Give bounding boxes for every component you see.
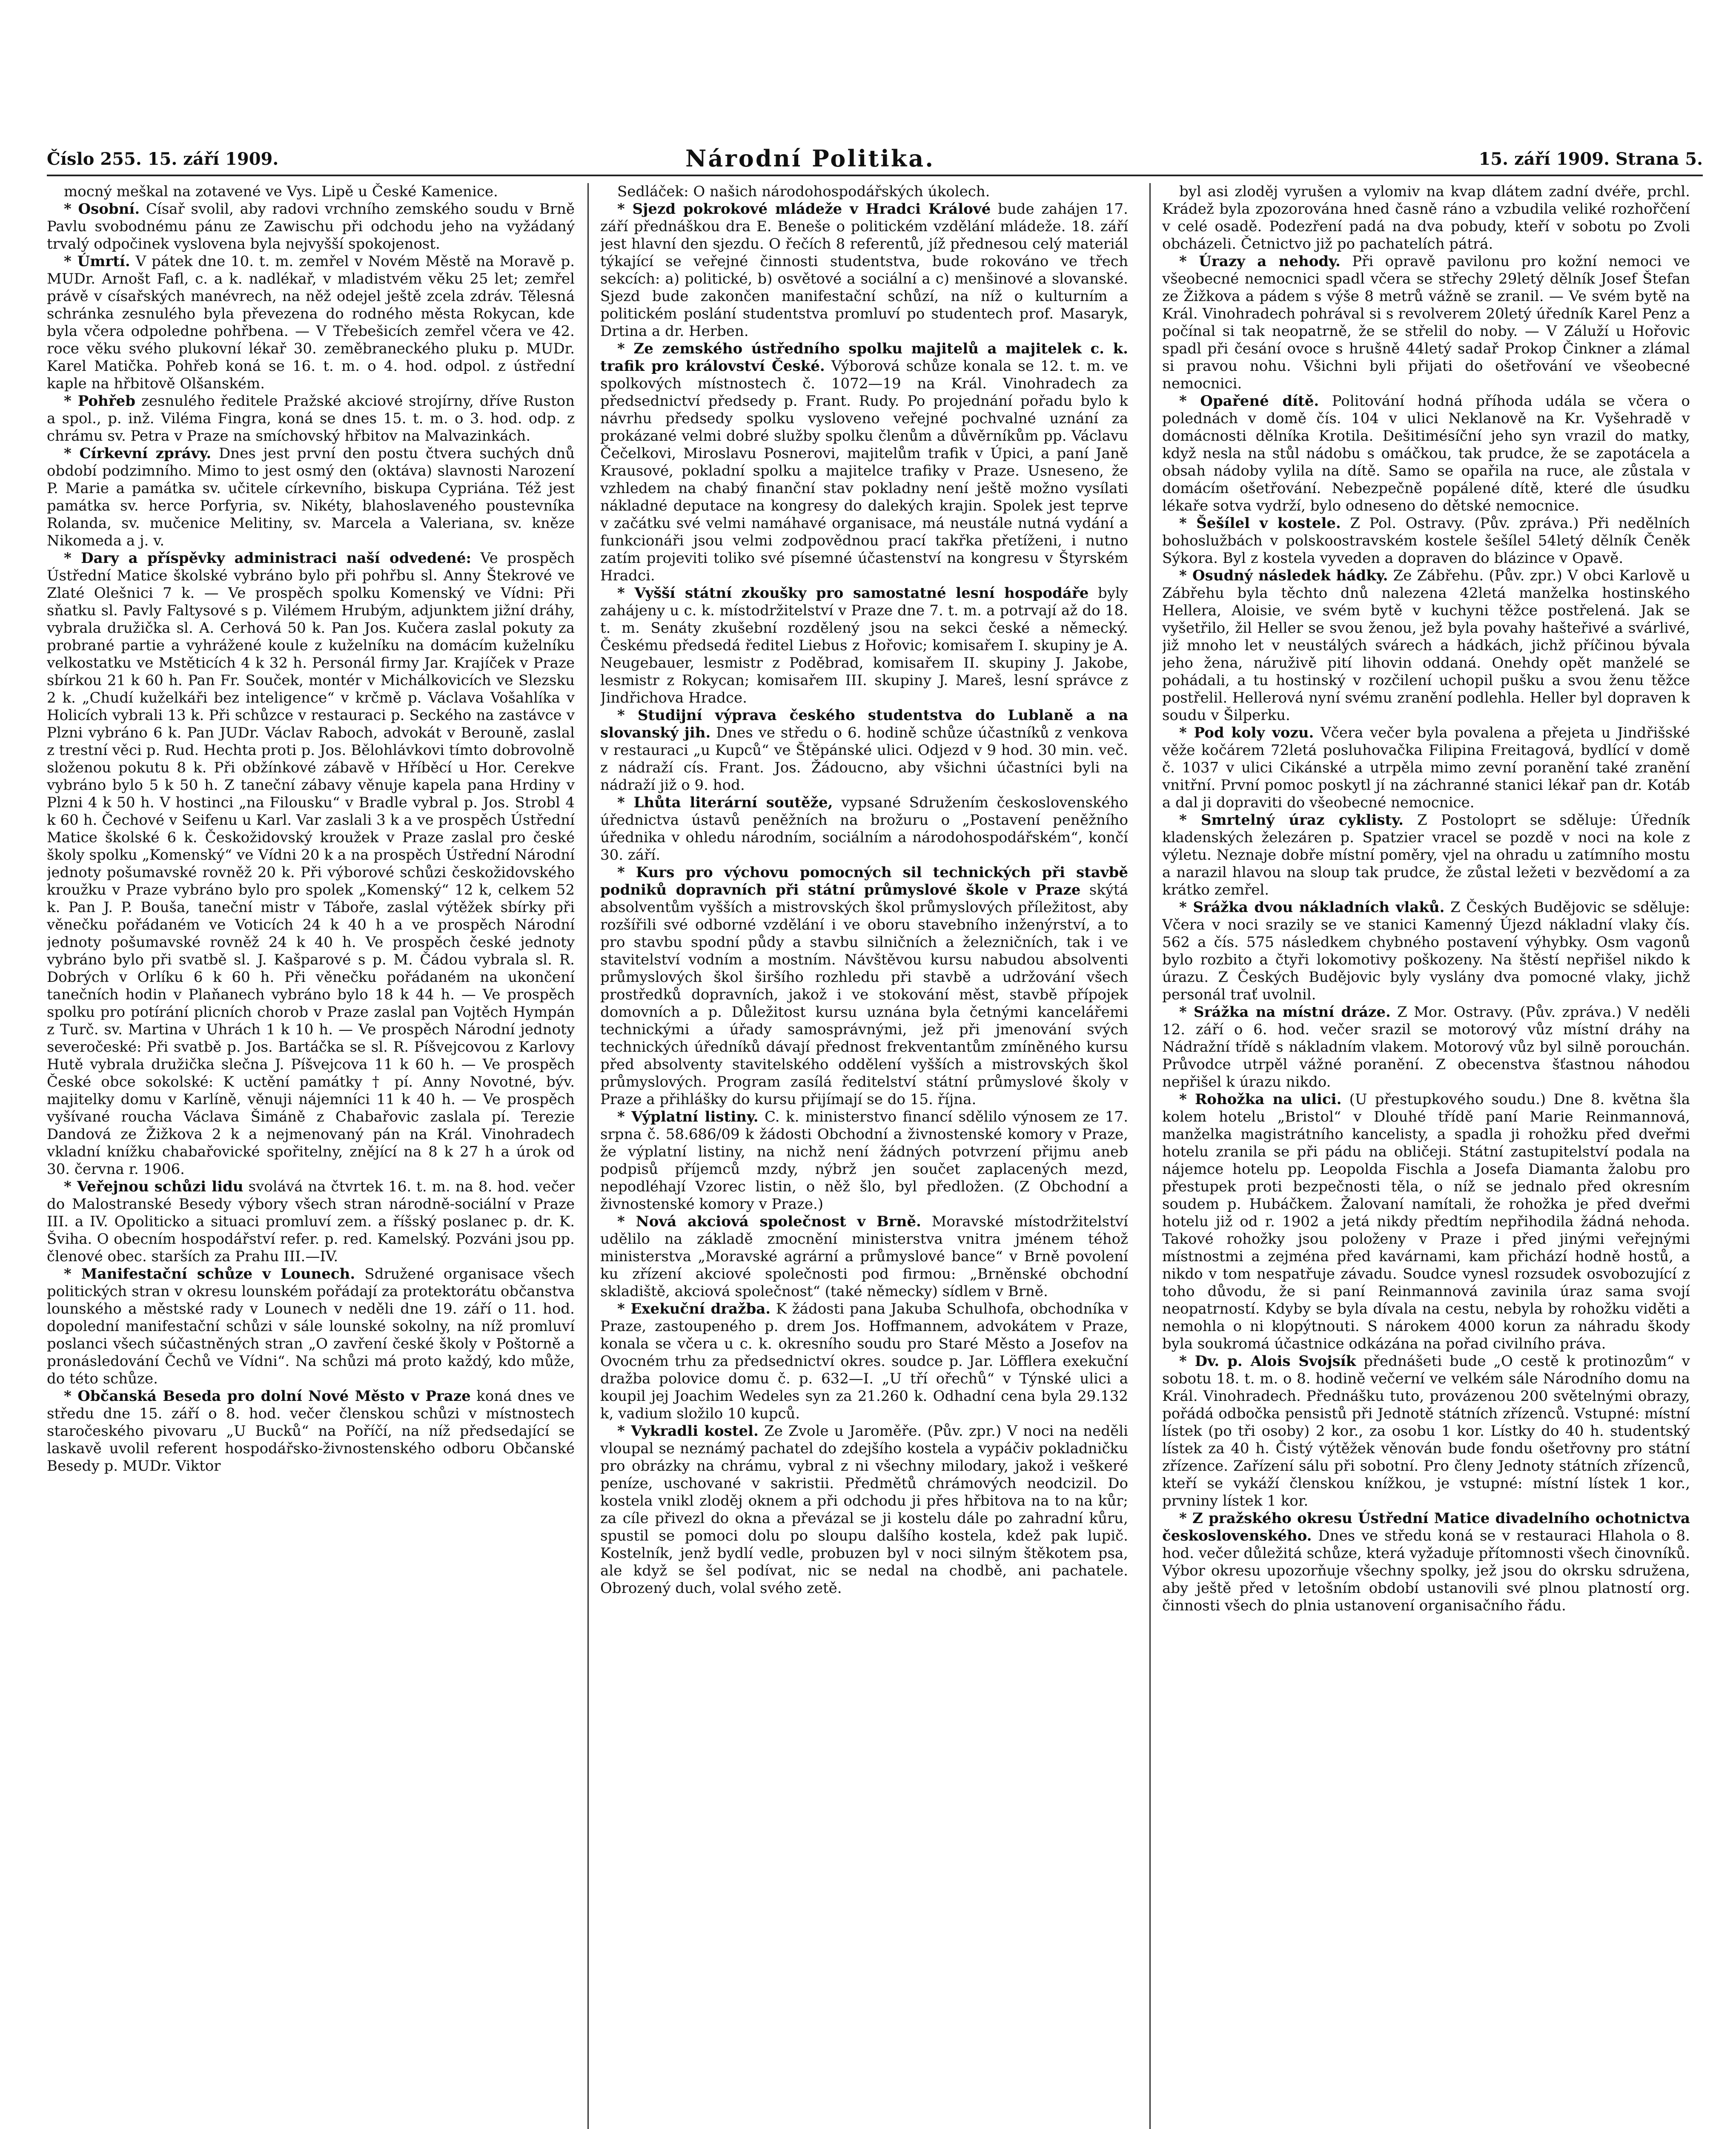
article [600,183,1128,201]
article-paragraph [600,794,1128,864]
article-paragraph [47,445,575,550]
article-paragraph [600,183,1128,201]
article-paragraph [600,1423,1128,1597]
article [1162,1510,1690,1615]
article-text: vypsané Sdružením československého úřednictva ústavů peněžních na brožuru o „Postavení peněžního úřednika v ohledu národním, sociálním a národohospodářském“, končí 30. září. [600,794,1128,864]
column-divider [1149,183,1151,2129]
article-paragraph [1162,1004,1690,1091]
article-text: Sedláček: O našich národohospodářských úkolech. [617,183,990,200]
article-paragraph [1162,183,1690,253]
article [1162,183,1690,253]
article-paragraph [47,253,575,393]
article [47,1265,575,1388]
article-paragraph [1162,253,1690,393]
article-heading: * Lhůta literární soutěže, [617,794,833,811]
article [600,1423,1128,1597]
article-heading: * Šešílel v kostele. [1179,515,1341,532]
article-text: svolává na čtvrtek 16. t. m. na 8. hod. večer do Malostranské Besedy výbory všech stran národně-sociální v Praze III. a IV. Opoliticko a situaci promluví zem. a říšský poslanec p. dr. K. Šviha. O obecním hospodářství refer. p. red. Kamelský. Pozváni jsou pp. členové obec. starších za Prahu III.—IV. [47,1178,575,1265]
article [1162,1353,1690,1510]
article-heading: * Dary a příspěvky administraci naší odvedené: [64,550,472,567]
article-heading: * Úrazy a nehody. [1179,253,1341,270]
article-paragraph [1162,393,1690,515]
article-text: K žádosti pana Jakuba Schulhofa, obchodníka v Praze, zastoupeného p. drem Jos. Hoffmannem, advokátem v Praze, konala se včera u c. k. okresního soudu pro Staré Město a Josefov na Ovocném trhu za předsednictví okres. soudce p. Jar. Löfflera exekuční dražba polovice domu č. p. 632—I. „U tří ořechů“ v Týnské ulici a koupil jej Joachim Wedeles syn za 21.260 k. Odhadní cena byla 29.132 k, vadium složilo 10 kupců. [600,1300,1128,1422]
article-heading: * Smrtelný úraz cyklisty. [1179,812,1404,829]
article [1162,515,1690,567]
article [47,393,575,445]
newspaper-page [47,128,1703,2129]
article-text: (U přestupkového soudu.) Dne 8. května šla kolem hotelu „Bristol“ v Dlouhé třídě paní Marie Reinmannová, manželka magistrátního kancelisty, a spadla ji rohožku před dveřmi hotelu zranila se při pádu na obličeji. Státní zastupitelství podala na nájemce hotelu pp. Leopolda Fischla a Josefa Diamanta žalobu pro přestupek proti bezpečnosti těla, o níž se jednalo před okresním soudem p. Hubáčkem. Žalovaní namítali, že rohožka je před dveřmi hotelu již od r. 1902 a jetá nikdy předtím nepřihodila žádná nehoda. Takové rohožky jsou položeny v Praze i před jinými veřejnými místnostmi a zejména před kavárnami, kam přichází hodně hostů, a nikdo v tom nespatřuje závadu. Soudce vynesl rozsudek osvobozující z toho důvodu, že si paní Reinmannová zavinila úraz sama svojí neopatrností. Kdyby se byla dívala na cestu, nebyla by rohožku viděti a nemohla o ni klopýtnouti. S nárokem 4000 korun za náhradu škody byla soukromá účastnice odkázána na pořad civilního práva. [1162,1091,1690,1352]
article-text: Z Pol. Ostravy. (Pův. zpráva.) Při nedělních bohoslužbách v polskoostravském kostele šešílel 54letý dělník Čeněk Sýkora. Byl z kostela vyveden a dopraven do blázince v Opavě. [1162,515,1690,567]
article-text: Ze Zvole u Jaroměře. (Pův. zpr.) V noci na neděli vloupal se neznámý pachatel do zdejšího kostela a vypáčiv pokladničku pro obrázky na chrámu, vybral z ni všechny milodary, jakož i veškeré peníze, uschované v sakristii. Předmětů chrámových neodcizil. Do kostela vnikl zloděj oknem a při odchodu ji přes hřbitova na to na kůr; za cíle přivezl do okna a převázal se ji kostelu dále po zahradní kůru, spustil se pomoci dolu po sloupu dalšího kostela, kdež pak lupič. Kostelník, jenž bydlí vedle, probuzen byl v noci silným štěkotem psa, ale když se šel podívat, nic se nedal na chodbě, ani pachatele. Obrozený duch, volal svého zetě. [600,1423,1128,1597]
article-paragraph [1162,899,1690,1004]
article [1162,393,1690,515]
article-paragraph [1162,812,1690,899]
column-3 [1162,183,1690,2129]
article-text: Včera večer byla povalena a přejeta u Jindřišské věže kočárem 72letá posluhovačka Filipina Freitagová, bydlící v domě č. 1037 v ulici Cikánské a utrpěla mimo zevní poranění také zranění vnitřní. První pomoc poskytl jí na záchranné stanici lékař pan dr. Kotáb a dal ji dopraviti do všeobecné nemocnice. [1162,724,1690,811]
article-paragraph [600,1300,1128,1423]
article-paragraph [47,1388,575,1475]
article-text: mocný meškal na zotavené ve Vys. Lipě u České Kamenice. [64,183,498,200]
article-text: byl asi zloděj vyrušen a vylomiv na kvap dlátem zadní dvéře, prchl. Krádež byla zpozorována hned časně ráno a vzbudila veliké rozhořčení v celé osadě. Podezření padá na dva pobudy, kteří v sobotu po Zvoli obcházeli. Četnictvo již po pachatelích pátrá. [1162,183,1690,252]
article-paragraph [47,201,575,253]
article-heading: * Manifestační schůze v Lounech. [64,1265,355,1283]
article-heading: * Občanská Beseda pro dolní Nové Město v Praze [64,1388,471,1405]
article-heading: * Veřejnou schůzi lidu [64,1178,243,1195]
article-heading: * Kurs pro výchovu pomocných sil technických při stavbě podniků dopravních při státní průmyslové škole v Praze [600,864,1128,898]
article [47,201,575,253]
article [600,585,1128,707]
article-text: V pátek dne 10. t. m. zemřel v Novém Městě na Moravě p. MUDr. Arnošt Fafl, c. a k. nadlékař, v mladistvém věku 25 let; zemřel právě v císařských manévrech, na něž odejel ještě zcela zdráv. Tělesná schránka zesnulého byla převezena do rodného města Rokycan, kde byla včera odpoledne pohřbena. — V Třebešicích zemřel včera ve 42. roce věku svého plukovní lékař 30. zeměbraneckého pluku p. MUDr. Karel Matička. Pohřeb koná se 16. t. m. o 4. hod. odpol. z ústřední kaple na hřbitově Olšanském. [47,253,575,392]
column-divider [587,183,589,2129]
article-text: Sdružené organisace všech politických stran v okresu lounském pořádají za protektorátu občanstva lounského a městské rady v Lounech v neděli dne 19. září o 11. hod. dopolední manifestační schůzi v sále lounské sokolny, na níž promluví poslanci všech súčastněných stran „O zavření české školy v Poštorně a pronásledování Čechů ve Vídni“. Na schůzi má proto každý, kdo může, do této schůze. [47,1265,575,1387]
article-heading: * Rohožka na ulici. [1179,1091,1342,1108]
article [47,183,575,201]
article [47,550,575,1178]
article-paragraph [600,1213,1128,1300]
article-text: Výborová schůze konala se 12. t. m. ve spolkových místnostech č. 1072—19 na Král. Vinohradech za předsednictví předsedy p. Frant. Rudy. Po projednání pořadu bylo k návrhu předsedy spolku vysloveno veřejné pochvalné uznání za prokázané velmi dobré služby spolku členům a důvěrníkům pp. Václavu Čečelkovi, Miroslavu Posnerovi, majitelům trafik v Úpici, a paní Janě Krausové, pokladní spolku a majitelce trafiky v Praze. Usneseno, že vzhledem na chabý finanční stav pokladny není ještě možno vysílati nákladné deputace na kongresy do dalekých krajin. Spolek jest teprve v začátku své velmi namáhavé organisace, má neustále nutná vydání a funkcionáři jsou velmi zodpovědnou prací takřka přetíženi, i nutno zatím projeviti toliko své písemné účastenství na kongresu v Štyrském Hradci. [600,358,1128,584]
article-text: Při opravě pavilonu pro kožní nemoci ve všeobecné nemocnici spadl včera se střechy 29letý dělník Josef Štefan ze Žižkova a pádem s výše 8 metrů vážně se zranil. — Ve svém bytě na Král. Vinohradech pohrával si s revolverem 20letý úředník Karel Penz a počínal si tak neopatrně, že se střelil do noby. — V Záluží u Hořovic spadl při česání ovoce s hrušně 44letý sadař Prokop Činkner a zlámal si pravou nohu. Všichni byli přijati do ošetřování ve všeobecné nemocnici. [1162,253,1690,392]
article-paragraph [47,183,575,201]
article-heading: * Dv. p. Alois Svojsík [1179,1353,1356,1370]
issue-date: Číslo 255. 15. září 1909. [47,149,279,169]
page-header [47,141,1703,175]
article-paragraph [600,707,1128,794]
article-paragraph [600,201,1128,340]
article-heading: * Nová akciová společnost v Brně. [617,1213,921,1230]
article [600,1108,1128,1213]
article-text: Dnes ve středu koná se v restauraci Hlahola o 8. hod. večer důležitá schůze, která vyžaduje přítomnosti všech činovníků. Výbor okresu upozorňuje všechny spolky, jež jsou do okrsku sdružena, aby ještě před v letošním období ustanovili své plnou platností org. činnosti všech do plnia ustanovení organisačního řádu. [1162,1527,1690,1614]
article-text: Ve prospěch Ústřední Matice školské vybráno bylo při pohřbu sl. Anny Štekrové ve Zlaté Olešnici 7 k. — Ve prospěch spolku Komenský ve Vídni: Při sňatku sl. Pavly Faltysové s p. Vilémem Hrubým, adjunktem jižní dráhy, vybrala družička sl. A. Cerhová 50 k. Pan Jos. Kučera zaslal pokuty za probrané partie a vyhrážené koule z kuželníku na domácím kuželníku velkostatku ve Mstěticích 4 k 32 h. Personál firmy Jar. Krajíček v Praze sbírkou 21 k 60 h. Pan Fr. Souček, montér v Michálkovicích ve Slezsku 2 k. „Chudí kuželkáři bez inteligence“ v krčmě p. Václava Vošahlíka v Holicích vybrali 13 k. Při schůzce v restauraci p. Seckého na zastávce v Plzni vybráno 6 k. Pan JUDr. Václav Raboch, advokát v Berouně, zaslal z trestní věci p. Rud. Hechta proti p. Jos. Bělohlávkovi tímto dobrovolně složenou pokutu 8 k. Při obžínkové zábavě v Hříběcí u Hor. Cerekve vybráno bylo 5 k 50 h. Z taneční zábavy věnuje kapela pana Hrdiny v Plzni 4 k 50 h. V hostinci „na Filousku“ v Bradle vybral p. Jos. Strobl 4 k 60 h. Čechové v Seifenu u Karl. Var zaslali 3 k a ve prospěch Ústřední Matice školské 6 k. Českožidovský kroužek v Praze zaslal pro české školy spolku „Komenský“ ve Vídni 20 k a na prospěch Ústřední Národní jednoty pošumavské rovněž 20 k. Při výborové schůzi českožidovského kroužku v Praze vybráno bylo pro spolek „Komenský“ 12 k, celkem 52 k. Pan J. P. Bouša, taneční mistr v Táboře, zaslal výtěžek sbírky při věnečku pořádaném ve Voticích 24 k 40 h a ve prospěch Národní jednoty pošumavské rovněž 24 k 40 h. Ve prospěch české jednoty vybráno bylo při svatbě sl. J. Kašparové s p. M. Čádou vybrala sl. R. Dobrých v Orlíku 6 k 60 h. Při věnečku pořádaném na ukončení tanečních hodin v Plaňanech vybráno bylo 18 k 44 h. — Ve prospěch spolku pro potírání plicních chorob v Praze zaslal pan Vojtěch Hympán z Turč. sv. Martina v Uhrách 1 k 10 h. — Ve prospěch Národní jednoty severočeské: Při svatbě p. Jos. Bartáčka se sl. R. Píšvejcovou z Karlovy Hutě vybrala družička slečna J. Píšvejcova 11 k 60 h. — Ve prospěch České obce sokolské: K uctění památky † pí. Anny Novotné, býv. majitelky domu v Karlíně, věnuji nájemníci 11 k 40 h. — Ve prospěch vyšívané roucha Václava Šimáně z Chabařovic zaslala pí. Terezie Dandová ze Žižkova 2 k a nejmenovaný pán na Král. Vinohradech vkladní knížku chabařovické spořitelny, znějící na 8 k 27 h a úrok od 30. června r. 1906. [47,550,575,1178]
article [1162,1091,1690,1353]
article-paragraph [1162,1510,1690,1615]
article-paragraph [1162,724,1690,812]
article-heading: * Studijní výprava českého studentstva do Lublaně a na slovanský jih. [600,707,1128,741]
article [1162,567,1690,724]
article-text: bude zahájen 17. září přednáškou dra E. Beneše o politickém vzdělání mládeže. 18. září jest hlavní den sjezdu. O řečích 8 referentů, jíž přednesou celý materiál týkající se veřejné činnosti studentstva, bude rokováno ve třech sekcích: a) politické, b) osvětové a sociální a c) menšinové a slovanské. Sjezd bude zakončen manifestační schůzí, na níž o kulturním a politickém poslání studentstva promluví po studentech prof. Masaryk, Drtina a dr. Herben. [600,201,1128,340]
article-text: Z Mor. Ostravy. (Pův. zpráva.) V neděli 12. září o 6. hod. večer srazil se motorový vůz místní dráhy na Nádražní třídě s nákladním vlakem. Motorový vůz byl silně porouchán. Průvodce utrpěl vážné poranění. Z obecenstva šťastnou náhodou nepřišel k úrazu nikdo. [1162,1004,1690,1090]
page-info: 15. září 1909. Strana 5. [1478,149,1703,169]
article-text: skýtá absolventům vyšších a mistrovských škol průmyslových příležitost, aby rozšířili své odborné vzdělání i ve oboru stavebního inženýrství, a to pro stavbu spodní půdy a stavbu silničních a železničních, tak i ve stavitelství vodním a mostním. Návštěvou kursu nabudou absolventi průmyslových škol širšího rozhledu při stavbě a udržování všech prostředků dopravních, jakož i ve stokování měst, stavbě přípojek domovních a p. Důležitost kursu uznána byla četnými kancelářemi technickými a úřady samosprávnými, jež při jmenování svých technických úředníků dávají přednost frekventantům zmíněného kursu před absolventy stavitelského oddělení vyšších a mistrovských škol průmyslových. Program zasílá ředitelství státní průmyslové školy v Praze a přihlášky do kursu přijímají se do 15. října. [600,881,1128,1108]
article-heading: * Osudný následek hádky. [1179,567,1388,584]
article-text: koná dnes ve středu dne 15. září o 8. hod. večer členskou schůzi v místnostech staročeského pivovaru „U Bucků“ na Poříčí, na níž předsedající se laskavě uvolil referent hospodářsko-živnostenského odboru Občanské Besedy p. MUDr. Viktor [47,1388,575,1475]
article-paragraph [1162,1353,1690,1510]
article [1162,724,1690,812]
article-text: Ze Zábřehu. (Pův. zpr.) V obci Karlově u Zábřehu byla těchto dnů nalezena 42letá manželka hostinského Hellera, Aloisie, ve svém bytě v kuchyni těžce postřelená. Jak se vyšetřilo, žil Heller se svou ženou, jež byla povahy hašteřivé a svárlivé, již mnoho let v neustálých svárech a hádkách, jichž příčinou bývala jeho žena, náruživě pití lihovin oddaná. Onehdy opět manželé se pohádali, a tu hostinský v rozčilení uchopil pušku a svou ženu těžce postřelil. Hellerová nyní svému zranění podlehla. Heller byl dopraven k soudu v Šilperku. [1162,567,1690,724]
article [600,1300,1128,1423]
article-text: Politování hodná příhoda udála se včera o polednách v domě čís. 104 v ulici Neklanově na Kr. Vyšehradě v domácnosti dělníka Krotila. Dešitimésíční jeho syn vrazil do matky, když nesla na stůl nádobu s omáčkou, tak prudce, že se zapotácela a obsah nádoby vylila na dítě. Samo se opařila na ruce, ale zůstala v domácím ošetřování. Nebezpečně popálené dítě, které dle úsudku lékaře sotva vydrží, bylo odneseno do dětské nemocnice. [1162,393,1690,514]
article [600,864,1128,1108]
article-heading: * Exekuční dražba. [617,1300,771,1317]
article-heading: * Pohřeb [64,393,136,410]
article-text: Z Českých Budějovic se sděluje: Včera v noci srazily se ve stanici Kamenný Újezd nákladní vlaky čís. 562 a čís. 575 následkem chybného postavení výhybky. Osm vagonů bylo rozbito a čtyři lokomotivy poškozeny. Na štěstí nepřišel nikdo k úrazu. Z Českých Budějovic byly vyslány dva pomocné vlaky, jichž personál trať uvolnil. [1162,899,1690,1003]
article [47,445,575,550]
article [1162,899,1690,1004]
article-paragraph [600,340,1128,585]
article-paragraph [1162,1091,1690,1353]
article-text: zesnulého ředitele Pražské akciové strojírny, dříve Ruston a spol., p. inž. Viléma Fingra, koná se dnes 15. t. m. o 3. hod. odp. z chrámu sv. Petra v Praze na smíchovský hřbitov na Malvazinkách. [47,393,575,445]
article-heading: * Z pražského okresu Ústřední Matice divadelního ochotnictva československého. [1162,1510,1690,1544]
article-heading: * Vykradli kostel. [617,1423,759,1440]
article [47,1388,575,1475]
article-text: Dnes ve středu o 6. hodině schůze účastníků z venkova v restauraci „u Kupců“ ve Štěpánské ulici. Odjezd v 9 hod. 30 min. več. z nádraží cís. Frant. Jos. Žádoucno, aby všichni účastníci byli na nádraží již o 9. hod. [600,724,1128,794]
column-2 [600,183,1128,2129]
article [600,201,1128,340]
article-heading: * Výplatní listiny. [617,1108,759,1125]
article [47,1178,575,1265]
article [1162,812,1690,899]
article-heading: * Osobní. [64,201,140,218]
article-paragraph [1162,567,1690,724]
article-paragraph [47,1265,575,1388]
article-paragraph [600,864,1128,1108]
article [47,253,575,393]
article [1162,253,1690,393]
article-text: Moravské místodržitelství udělilo na základě zmocnění ministerstva vnitra jménem téhož ministerstva „Moravské agrární a průmyslové bance“ v Brně povolení ku zřízení akciové společnosti pod firmou: „Brněnské obchodní skladiště, akciová společnost“ (také německy) sídlem v Brně. [600,1213,1128,1300]
column-1 [47,183,575,2129]
article-heading: * Opařené dítě. [1179,393,1319,410]
article-text: Císař svolil, aby radovi vrchního zemského soudu v Brně Pavlu svobodnému pánu ze Zawischu při odchodu jeho na vyžádaný trvalý odpočinek vyslovena byla nejvyšší spokojenost. [47,201,575,252]
article-heading: * Vyšší státní zkoušky pro samostatné lesní hospodáře [617,585,1089,602]
article-text: přednášeti bude „O cestě k protinozům“ v sobotu 18. t. m. o 8. hodině večerní ve velkém sále Národního domu na Král. Vinohradech. Přednášku tuto, provázenou 200 světelnými obrazy, pořádá odbočka pensistů při Jednotě státních zřízenců. Vstupné: místní lístek (po tři osoby) 2 kor., za osobu 1 kor. Lístky do 40 h. studentský lístek za 40 h. Čistý výtěžek věnován bude fondu ošetřovny pro státní zřízence. Zařízení sálu při sobotní. Pro členy Jednoty státních zřízenců, kteří se vykáží členskou knížkou, je vstupné: místní lístek 1 kor., prvniny lístek 1 kor. [1162,1353,1690,1509]
newspaper-title: Národní Politika. [685,145,935,172]
article-paragraph [600,1108,1128,1213]
article-heading: * Pod koly vozu. [1179,724,1314,741]
article [1162,1004,1690,1091]
article-text: byly zahájeny u c. k. místodržitelství v Praze dne 7. t. m. a potrvají až do 18. t. m. Senáty zkušební rozdělený jsou na sekci české a německý. Českému předsedá ředitel Liebus z Hořovic; komisařem I. skupiny je A. Neugebauer, lesmistr z Poděbrad, komisařem II. skupiny J. Jakobe, lesmistr z Rokycan; komisařem III. skupiny J. Mareš, lesní správce z Jindřichova Hradce. [600,585,1128,706]
article [600,1213,1128,1300]
article-text: Dnes jest první den postu čtvera suchých dnů období podzimního. Mimo to jest osmý den (oktáva) slavnosti Narození P. Marie a památka sv. učitele církevního, biskupa Cypriána. Též jest památka sv. herce Porfyria, sv. Nikéty, blahoslaveného poustevníka Rolanda, sv. mučenice Melitiny, sv. Marcela a Valeriana, sv. kněze Nikomeda a j. v. [47,445,575,549]
article-text: C. k. ministerstvo financí sdělilo výnosem ze 17. srpna č. 58.686/09 k žádosti Obchodní a živnostenské komory v Praze, že výplatní listiny, na nichž není žádných potvrzení přijmu aneb podpisů příjemců mzdy, nýbrž jen součet zaplacených mezd, nepodléhají Vzorec listin, o něž šlo, byl předložen. (Z Obchodní a živnostenské komory v Praze.) [600,1108,1128,1213]
article-paragraph [600,585,1128,707]
header-rule [47,175,1703,176]
article [600,340,1128,585]
article-paragraph [1162,515,1690,567]
article-heading: * Úmrtí. [64,253,130,270]
article-heading: * Srážka dvou nákladních vlaků. [1179,899,1445,916]
article-heading: * Srážka na místní dráze. [1179,1004,1391,1021]
article [600,794,1128,864]
article-heading: * Ze zemského ústředního spolku majitelů a majitelek c. k. trafik pro království České. [600,340,1128,375]
article-paragraph [47,393,575,445]
article-heading: * Církevní zprávy. [64,445,212,462]
article-heading: * Sjezd pokrokové mládeže v Hradci Králové [617,201,991,218]
article-paragraph [47,550,575,1178]
article-text: Z Postoloprt se sděluje: Úředník kladenských železáren p. Spatzier vracel se pozdě v noci na kole z výletu. Neznaje dobře místní poměry, vjel na ohradu u zatímního mostu a narazil hlavou na sloup tak prudce, že zůstal ležeti v bezvědomí a za krátko zemřel. [1162,812,1690,898]
article-paragraph [47,1178,575,1265]
article [600,707,1128,794]
